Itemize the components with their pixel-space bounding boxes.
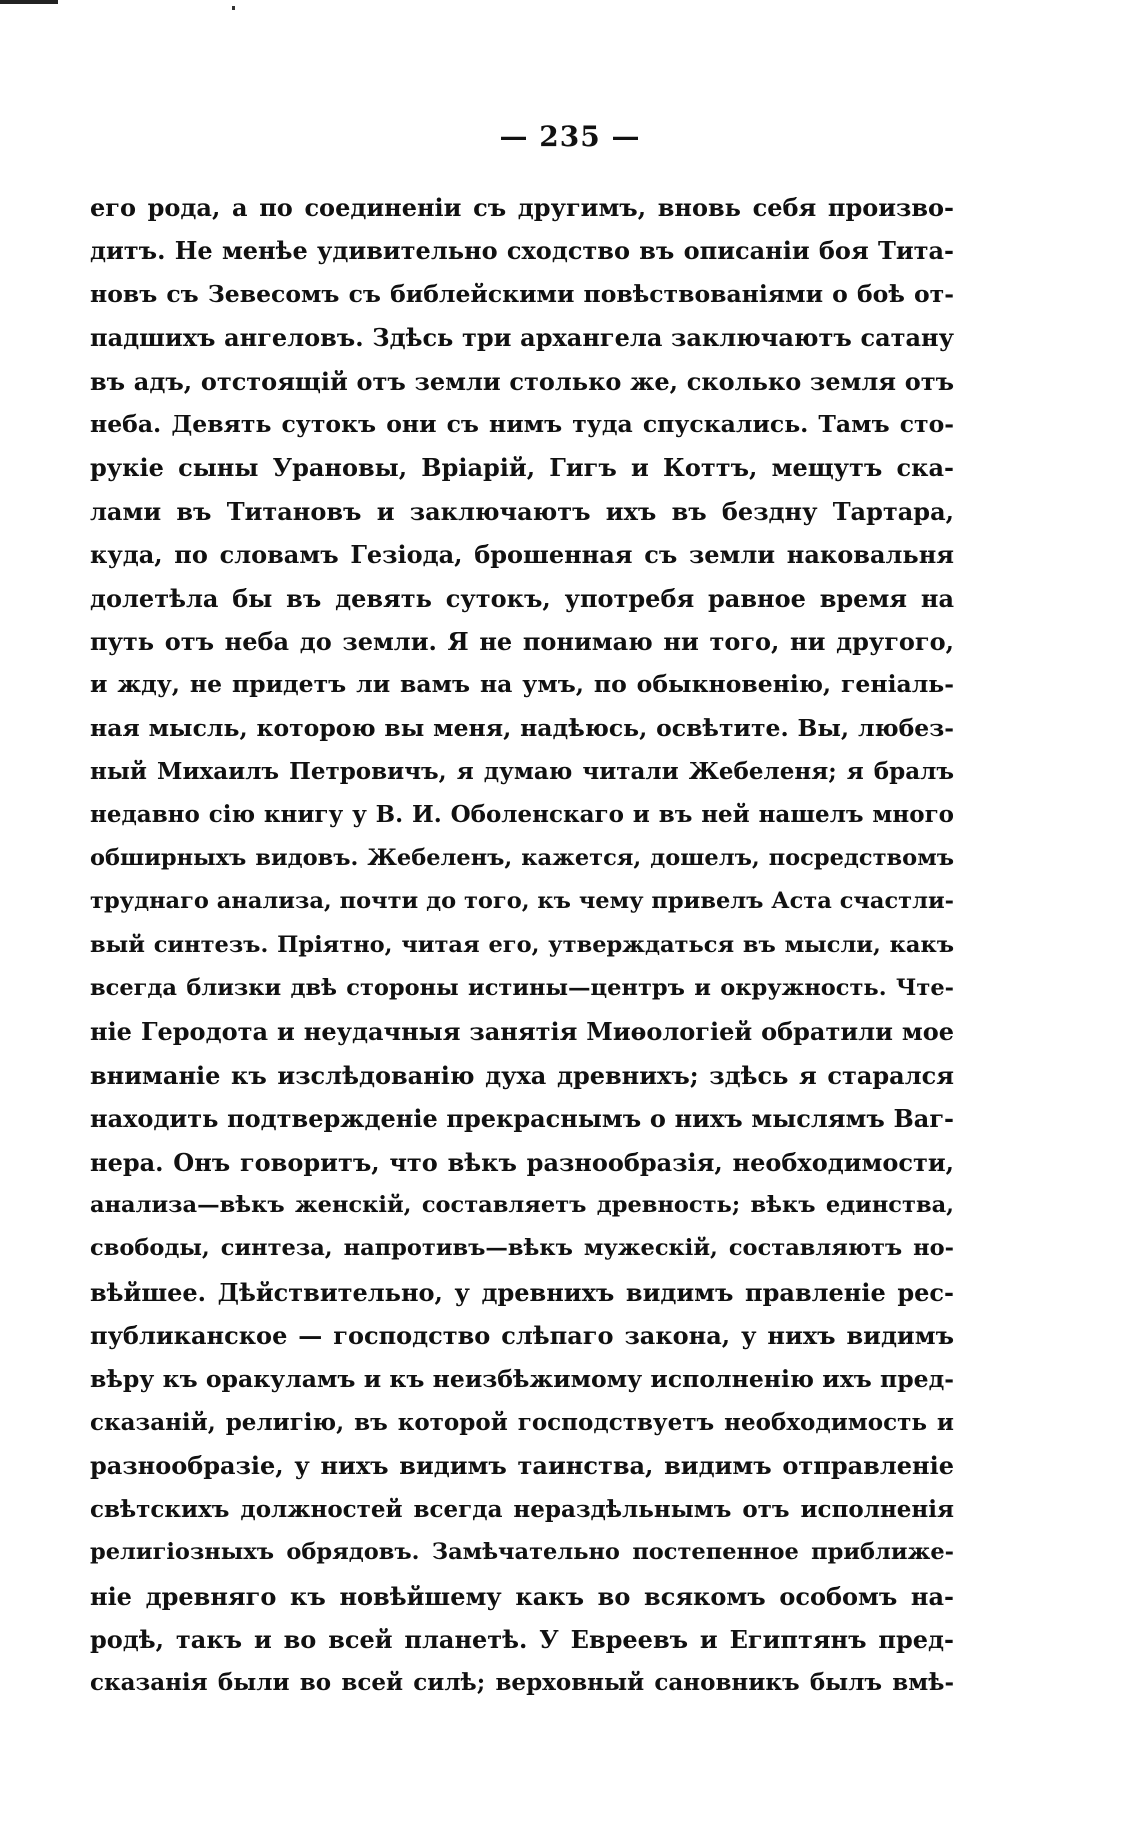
text-line: вѣйшее. Дѣйствительно, у древнихъ видимъ правленіе рес- bbox=[90, 1277, 954, 1307]
text-line: ный Михаилъ Петровичъ, я думаю читали Жебеленя; я бралъ bbox=[90, 758, 954, 786]
text-line: и жду, не придетъ ли вамъ на умъ, по обыкновенію, геніаль- bbox=[90, 670, 954, 699]
text-line: сказанія были во всей силѣ; верховный сановникъ былъ вмѣ- bbox=[90, 1669, 954, 1697]
text-line: родѣ, такъ и во всей планетѣ. У Евреевъ и Египтянъ пред- bbox=[90, 1624, 954, 1654]
text-line: всегда близки двѣ стороны истины—центръ и окружность. Чте- bbox=[90, 975, 954, 1002]
text-line: публиканское — господство слѣпаго закона, у нихъ видимъ bbox=[90, 1321, 954, 1351]
text-line: лами въ Титановъ и заключаютъ ихъ въ бездну Тартара, bbox=[90, 496, 954, 526]
text-line: сказаній, религію, въ которой господствуетъ необходимость и bbox=[90, 1408, 954, 1436]
text-line: ная мысль, которою вы меня, надѣюсь, освѣтите. Вы, любез- bbox=[90, 713, 954, 742]
text-line: находить подтвержденіе прекраснымъ о нихъ мыслямъ Ваг- bbox=[90, 1104, 954, 1134]
text-line: вый синтезъ. Пріятно, читая его, утверждаться въ мысли, какъ bbox=[90, 931, 954, 958]
text-line: ніе Геродота и неудачныя занятія Миѳологіей обратили мое bbox=[90, 1017, 954, 1047]
text-line: разнообразіе, у нихъ видимъ таинства, видимъ отправленіе bbox=[90, 1451, 954, 1481]
text-line: вѣру къ оракуламъ и къ неизбѣжимому исполненію ихъ пред- bbox=[90, 1364, 954, 1393]
text-line: падшихъ ангеловъ. Здѣсь три архангела заключаютъ сатану bbox=[90, 323, 954, 353]
text-line: свободы, синтеза, напротивъ—вѣкъ мужескій, составляютъ но- bbox=[90, 1235, 954, 1262]
text-line: его рода, а по соединеніи съ другимъ, вновь себя произво- bbox=[90, 193, 954, 222]
text-line: долетѣла бы въ девять сутокъ, употребя равное время на bbox=[90, 583, 954, 613]
text-line: вниманіе къ изслѣдованію духа древнихъ; здѣсь я старался bbox=[90, 1060, 954, 1090]
text-line: свѣтскихъ должностей всегда нераздѣльнымъ отъ исполненія bbox=[90, 1495, 954, 1523]
text-line: обширныхъ видовъ. Жебеленъ, кажется, дошелъ, посредствомъ bbox=[90, 844, 954, 871]
text-line: новъ съ Зевесомъ съ библейскими повѣствованіями о боѣ от- bbox=[90, 279, 954, 308]
text-line: религіозныхъ обрядовъ. Замѣчательно постепенное приближе- bbox=[90, 1539, 954, 1566]
text-line: анализа—вѣкъ женскій, составляетъ древность; вѣкъ единства, bbox=[90, 1191, 954, 1218]
page-number: — 235 — bbox=[499, 120, 641, 153]
scan-edge-mark bbox=[0, 0, 58, 4]
text-line: ніе древняго къ новѣйшему какъ во всякомъ особомъ на- bbox=[90, 1581, 954, 1611]
text-line: неба. Девять сутокъ они съ нимъ туда спускались. Тамъ сто- bbox=[90, 409, 954, 438]
text-line: труднаго анализа, почти до того, къ чему привелъ Аста счастли- bbox=[90, 888, 954, 915]
text-line: недавно сію книгу у В. И. Оболенскаго и въ ней нашелъ много bbox=[90, 801, 954, 829]
text-line: дитъ. Не менѣе удивительно сходство въ описаніи боя Тита- bbox=[90, 236, 954, 266]
scan-speck bbox=[232, 6, 235, 10]
text-line: рукіе сыны Урановы, Вріарій, Гигъ и Коттъ, мещутъ ска- bbox=[90, 453, 954, 483]
text-line: въ адъ, отстоящій отъ земли столько же, сколько земля отъ bbox=[90, 366, 954, 396]
body-text bbox=[90, 186, 954, 1705]
text-line: куда, по словамъ Гезіода, брошенная съ земли наковальня bbox=[90, 540, 954, 570]
text-line: нера. Онъ говоритъ, что вѣкъ разнообразія, необходимости, bbox=[90, 1147, 954, 1177]
text-line: путь отъ неба до земли. Я не понимаю ни того, ни другого, bbox=[90, 626, 954, 656]
